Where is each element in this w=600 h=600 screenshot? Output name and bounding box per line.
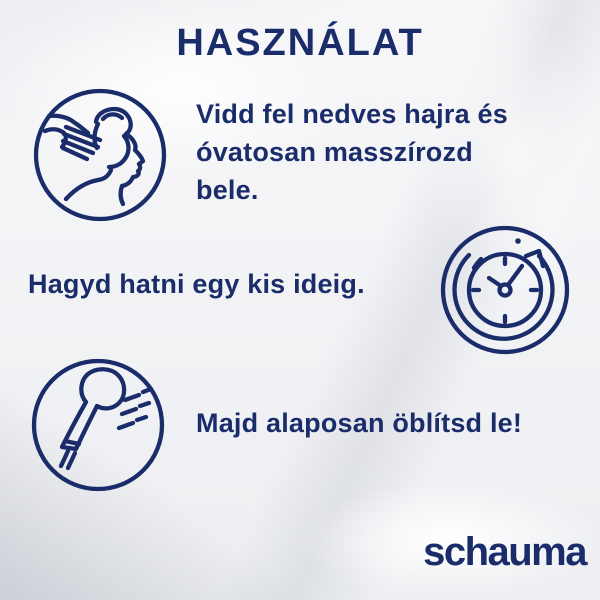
- brand-logo: schauma: [423, 530, 586, 574]
- step-3-line-1: Majd alaposan öblítsd le!: [196, 408, 523, 438]
- step-1-line-2: óvatosan masszírozd: [196, 137, 473, 167]
- shower-icon: [28, 355, 168, 495]
- step-1-text: [196, 95, 508, 209]
- step-1-line-3: bele.: [196, 175, 259, 205]
- step-3-text: [196, 404, 522, 442]
- step-2-text: [28, 265, 365, 303]
- massage-icon: [30, 85, 170, 225]
- step-2-line-1: Hagyd hatni egy kis ideig.: [28, 269, 365, 299]
- clock-icon: [435, 220, 575, 360]
- page-title: HASZNÁLAT: [176, 22, 424, 64]
- step-1-line-1: Vidd fel nedves hajra és: [196, 99, 508, 129]
